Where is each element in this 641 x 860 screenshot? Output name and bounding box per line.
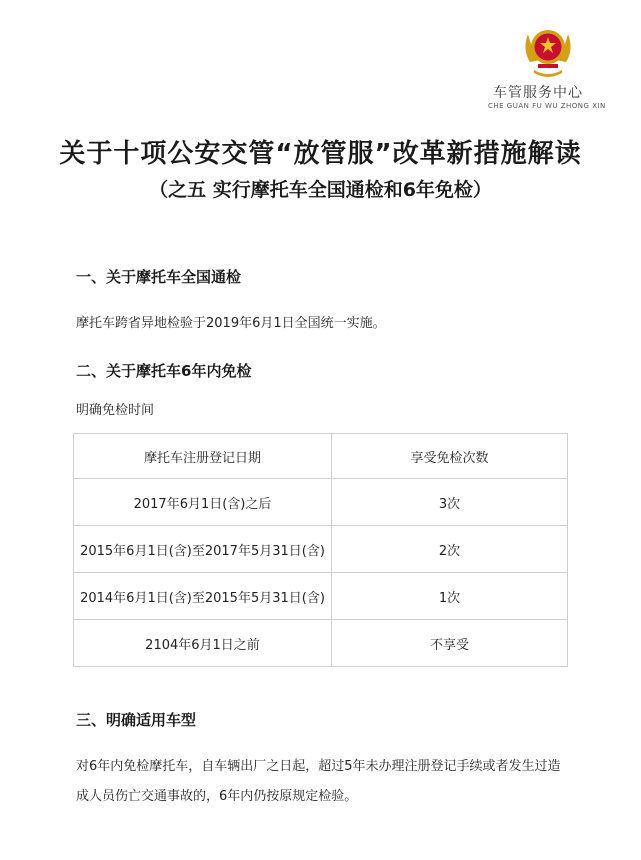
section-3-text bbox=[76, 752, 616, 812]
table-cell: 2次 bbox=[332, 526, 568, 573]
section-3-heading: 三、明确适用车型 bbox=[76, 711, 197, 729]
table-row bbox=[74, 620, 568, 667]
table-cell: 3次 bbox=[332, 479, 568, 526]
section-1-text: 摩托车跨省异地检验于2019年6月1日全国统一实施。 bbox=[76, 316, 386, 331]
section-1-heading: 一、关于摩托车全国通检 bbox=[76, 268, 242, 286]
table-header-row bbox=[74, 434, 568, 479]
table-row bbox=[74, 526, 568, 573]
logo-name: 车管服务中心 bbox=[493, 85, 583, 101]
table-cell: 2104年6月1日之前 bbox=[74, 620, 332, 667]
table-row bbox=[74, 479, 568, 526]
logo-pinyin: CHE GUAN FU WU ZHONG XIN bbox=[488, 102, 606, 110]
table-cell: 2017年6月1日(含)之后 bbox=[74, 479, 332, 526]
table-cell: 2015年6月1日(含)至2017年5月31日(含) bbox=[74, 526, 332, 573]
table-cell: 1次 bbox=[332, 573, 568, 620]
logo bbox=[488, 20, 618, 115]
exemption-table bbox=[73, 433, 568, 667]
table-row bbox=[74, 573, 568, 620]
page-subtitle: （之五 实行摩托车全国通检和6年免检） bbox=[149, 179, 492, 201]
table-header-cell: 摩托车注册登记日期 bbox=[74, 434, 332, 479]
table-header-cell: 享受免检次数 bbox=[332, 434, 568, 479]
section-3-line: 成人员伤亡交通事故的，6年内仍按原规定检验。 bbox=[76, 789, 358, 804]
section-3-line: 对6年内免检摩托车，自车辆出厂之日起，超过5年未办理注册登记手续或者发生过造 bbox=[76, 759, 561, 774]
table-cell: 2014年6月1日(含)至2015年5月31日(含) bbox=[74, 573, 332, 620]
page-title: 关于十项公安交管“放管服”改革新措施解读 bbox=[59, 139, 582, 169]
police-emblem-icon bbox=[518, 20, 578, 80]
section-2-heading: 二、关于摩托车6年内免检 bbox=[76, 362, 252, 380]
table-cell: 不享受 bbox=[332, 620, 568, 667]
section-2-text: 明确免检时间 bbox=[76, 403, 155, 418]
